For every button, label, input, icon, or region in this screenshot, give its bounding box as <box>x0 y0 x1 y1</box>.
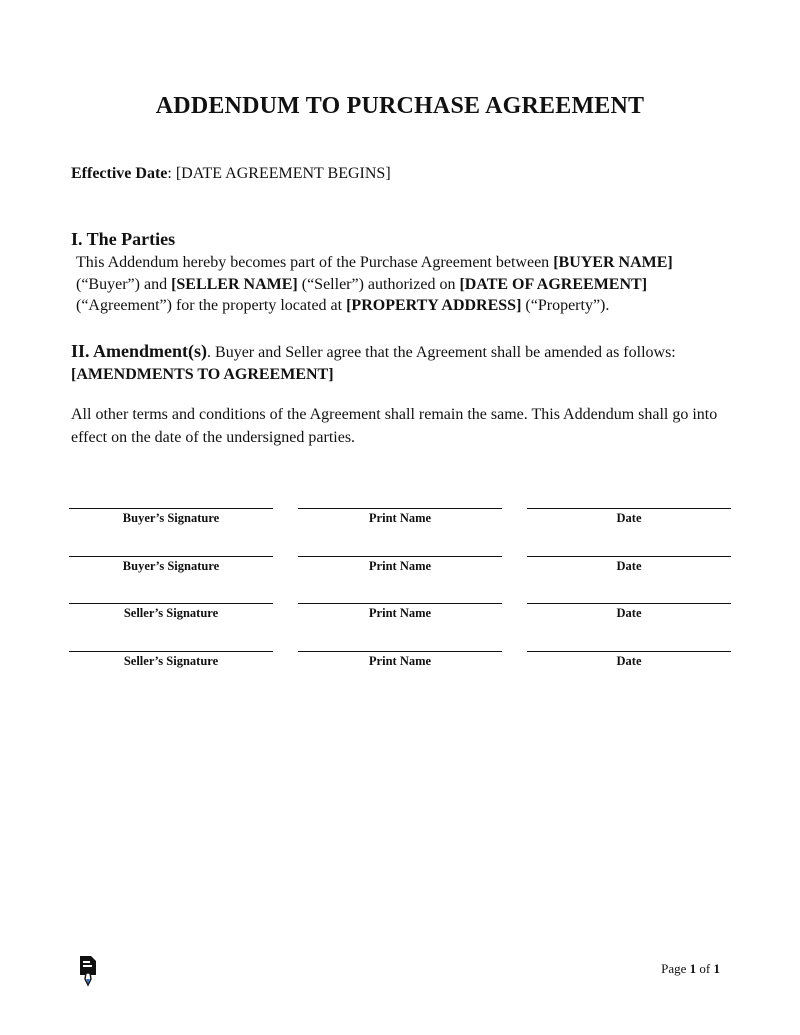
document-title: ADDENDUM TO PURCHASE AGREEMENT <box>155 93 645 119</box>
signature-label: Seller’s Signature <box>123 654 219 668</box>
date-field[interactable] <box>527 508 731 526</box>
signature-field[interactable] <box>69 508 273 526</box>
parties-text-5: (“Property”). <box>521 297 610 314</box>
print-name-label: Print Name <box>368 606 432 620</box>
date-field[interactable] <box>527 651 731 669</box>
seller-name-placeholder: [SELLER NAME] <box>171 275 298 293</box>
signature-line <box>527 508 731 509</box>
signature-field[interactable] <box>69 556 273 574</box>
parties-paragraph <box>76 252 731 317</box>
date-field[interactable] <box>527 603 731 621</box>
effective-date-value: [DATE AGREEMENT BEGINS] <box>175 165 391 182</box>
print-name-field[interactable] <box>298 508 502 526</box>
document-pen-logo-svg <box>78 955 98 987</box>
signature-line <box>298 603 502 604</box>
signature-row <box>69 651 731 671</box>
buyer-name-placeholder: [BUYER NAME] <box>553 254 673 271</box>
signature-line <box>298 556 502 557</box>
date-label: Date <box>616 654 642 668</box>
signature-line <box>527 651 731 652</box>
amendments-heading: II. Amendment(s) <box>71 341 208 361</box>
page-prefix: Page <box>661 961 690 976</box>
date-label: Date <box>616 559 642 573</box>
signature-line <box>69 508 273 509</box>
signature-field[interactable] <box>69 603 273 621</box>
print-name-field[interactable] <box>298 603 502 621</box>
property-address-placeholder: [PROPERTY ADDRESS] <box>346 297 522 314</box>
signature-line <box>527 556 731 557</box>
closing-paragraph: All other terms and conditions of the Agreement shall remain the same. This Addendum shall go into effect on the date of the undersigned parties. <box>71 406 718 446</box>
signature-row <box>69 508 731 528</box>
parties-heading: I. The Parties <box>71 229 176 249</box>
date-field[interactable] <box>527 556 731 574</box>
effective-date-label: Effective Date <box>71 165 168 182</box>
amendments-placeholder: [AMENDMENTS TO AGREEMENT] <box>71 366 334 383</box>
signature-line <box>298 508 502 509</box>
print-name-label: Print Name <box>368 654 432 668</box>
document-pen-logo-icon <box>78 955 98 987</box>
effective-date <box>71 165 391 183</box>
signature-row <box>69 556 731 576</box>
page-of: of <box>696 961 714 976</box>
print-name-field[interactable] <box>298 651 502 669</box>
page-current: 1 <box>689 961 697 976</box>
page-total: 1 <box>713 961 720 976</box>
effective-date-colon: : <box>167 165 172 182</box>
amendments-section <box>71 340 731 386</box>
parties-text-3: (“Seller”) authorized on <box>297 275 460 293</box>
signature-line <box>69 556 273 557</box>
signature-line <box>69 651 273 652</box>
date-of-agreement-placeholder: [DATE OF AGREEMENT] <box>459 275 648 293</box>
signature-line <box>298 651 502 652</box>
parties-text-1: This Addendum hereby becomes part of the Purchase Agreement between <box>76 254 554 271</box>
parties-text-4: (“Agreement”) for the property located at <box>76 297 347 314</box>
parties-text-2: (“Buyer”) and <box>76 275 172 293</box>
print-name-label: Print Name <box>368 511 432 525</box>
signature-label: Buyer’s Signature <box>122 559 220 573</box>
signature-label: Seller’s Signature <box>123 606 219 620</box>
date-label: Date <box>616 606 642 620</box>
signature-line <box>69 603 273 604</box>
signature-label: Buyer’s Signature <box>122 511 220 525</box>
date-label: Date <box>616 511 642 525</box>
amendments-text: . Buyer and Seller agree that the Agreement shall be amended as follows: <box>207 344 676 361</box>
signature-line <box>527 603 731 604</box>
print-name-field[interactable] <box>298 556 502 574</box>
page-number <box>661 961 720 977</box>
print-name-label: Print Name <box>368 559 432 573</box>
signature-row <box>69 603 731 623</box>
signature-field[interactable] <box>69 651 273 669</box>
